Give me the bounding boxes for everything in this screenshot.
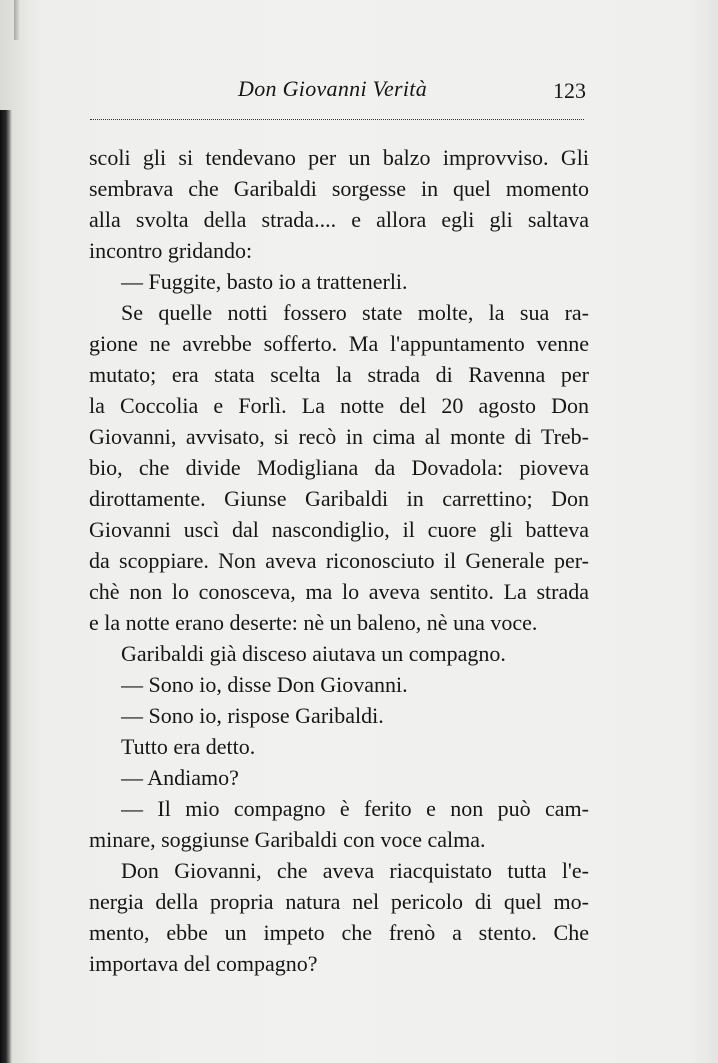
text-line: — Sono io, rispose Garibaldi. bbox=[121, 703, 384, 728]
running-title: Don Giovanni Verità bbox=[238, 76, 428, 101]
text-line: dirottamente. Giunse Garibaldi in carrettino; Don bbox=[89, 486, 589, 511]
text-line: da scoppiare. Non aveva riconosciuto il Generale per- bbox=[89, 548, 589, 573]
text-line: chè non lo conosceva, ma lo aveva sentito. La strada bbox=[89, 579, 589, 604]
text-line: — Il mio compagno è ferito e non può cam- bbox=[121, 796, 589, 821]
text-line: incontro gridando: bbox=[89, 238, 253, 263]
page-header bbox=[0, 72, 718, 108]
text-line: mutato; era stata scelta la strada di Ravenna per bbox=[89, 362, 589, 387]
text-line: Giovanni uscì dal nascondiglio, il cuore gli batteva bbox=[89, 517, 589, 542]
text-line: Garibaldi già disceso aiutava un compagno. bbox=[121, 641, 506, 666]
text-line: sembrava che Garibaldi sorgesse in quel momento bbox=[89, 176, 589, 201]
text-line: Don Giovanni, che aveva riacquistato tutta l'e- bbox=[121, 858, 589, 883]
text-line: — Fuggite, basto io a trattenerli. bbox=[121, 269, 408, 294]
text-line: Se quelle notti fossero state molte, la sua ra- bbox=[121, 300, 589, 325]
text-line: e la notte erano deserte: nè un baleno, nè una voce. bbox=[89, 610, 538, 635]
text-line: alla svolta della strada.... e allora egli gli saltava bbox=[89, 207, 589, 232]
text-line: bio, che divide Modigliana da Dovadola: pioveva bbox=[89, 455, 589, 480]
text-line: nergia della propria natura nel pericolo di quel mo- bbox=[89, 889, 589, 914]
book-spine-shadow bbox=[0, 110, 12, 1063]
text-line: Tutto era detto. bbox=[121, 734, 256, 759]
text-line: importava del compagno? bbox=[89, 951, 318, 976]
header-rule bbox=[90, 119, 584, 120]
book-spine-top-shadow bbox=[14, 0, 20, 40]
text-line: Giovanni, avvisato, si recò in cima al monte di Treb- bbox=[89, 424, 589, 449]
text-line: la Coccolia e Forlì. La notte del 20 agosto Don bbox=[89, 393, 589, 418]
text-line: — Andiamo? bbox=[121, 765, 239, 790]
text-line: mento, ebbe un impeto che frenò a stento. Che bbox=[89, 920, 589, 945]
text-line: gione ne avrebbe sofferto. Ma l'appuntamento venne bbox=[89, 331, 589, 356]
text-line: — Sono io, disse Don Giovanni. bbox=[121, 672, 408, 697]
text-line: minare, soggiunse Garibaldi con voce calma. bbox=[89, 827, 486, 852]
page-number: 123 bbox=[553, 78, 586, 103]
text-line: scoli gli si tendevano per un balzo improvviso. Gli bbox=[89, 145, 589, 170]
